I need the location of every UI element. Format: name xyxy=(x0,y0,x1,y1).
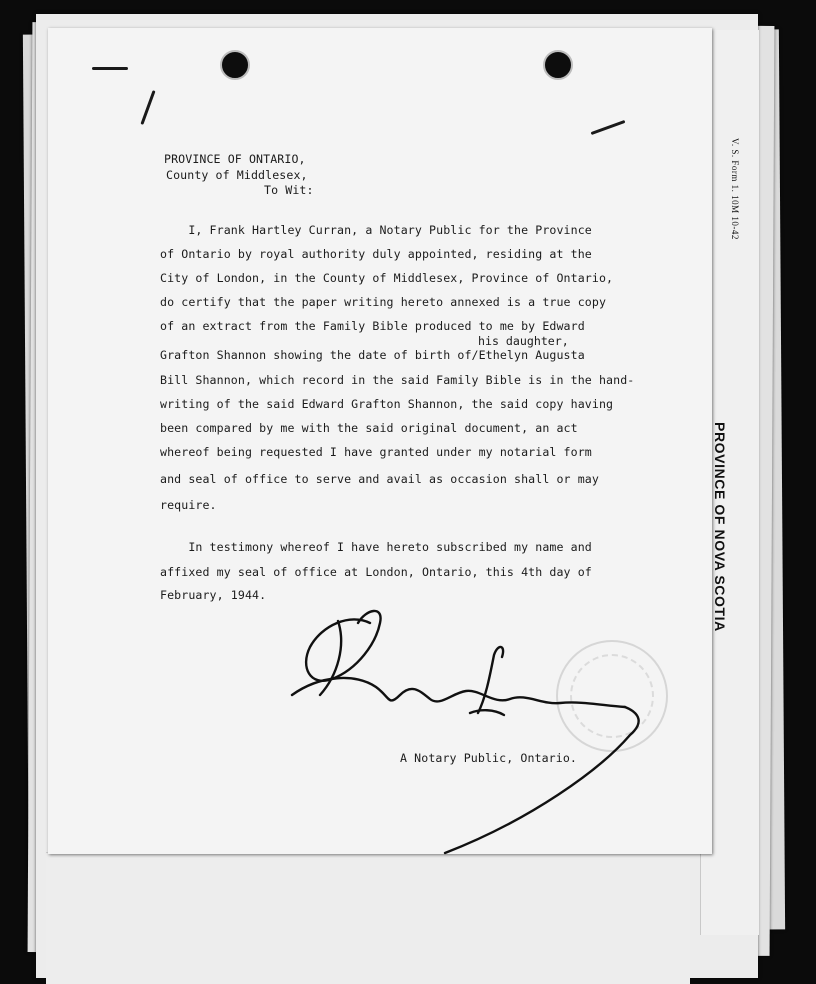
punch-hole xyxy=(543,50,573,80)
testimony-line: In testimony whereof I have hereto subscribed my name and xyxy=(160,540,592,554)
handwritten-insertion: his daughter, xyxy=(478,334,569,348)
body-line: I, Frank Hartley Curran, a Notary Public for the Province xyxy=(160,223,592,237)
pen-mark xyxy=(92,67,128,70)
lower-page-strip xyxy=(46,852,690,984)
notary-title: A Notary Public, Ontario. xyxy=(400,751,578,765)
heading-line-to-wit: To Wit: xyxy=(264,183,314,197)
province-heading: PROVINCE OF NOVA SCOTIA xyxy=(712,422,728,632)
form-number: V. S. Form 1. 10M 10-42 xyxy=(730,138,740,240)
body-line: of an extract from the Family Bible produced to me by Edward xyxy=(160,319,585,333)
body-line: Bill Shannon, which record in the said Family Bible is in the hand- xyxy=(160,373,635,387)
body-line: Grafton Shannon showing the date of birth of/Ethelyn Augusta xyxy=(160,348,585,362)
testimony-line: affixed my seal of office at London, Ontario, this 4th day of xyxy=(160,565,592,579)
notary-signature xyxy=(280,595,660,860)
body-line: writing of the said Edward Grafton Shannon, the said copy having xyxy=(160,397,614,411)
body-line: whereof being requested I have granted under my notarial form xyxy=(160,445,592,459)
body-line: do certify that the paper writing hereto annexed is a true copy xyxy=(160,295,607,309)
heading-line-province: PROVINCE OF ONTARIO, xyxy=(164,152,306,166)
body-line: and seal of office to serve and avail as occasion shall or may xyxy=(160,472,599,486)
testimony-line: February, 1944. xyxy=(160,588,267,602)
body-line: been compared by me with the said original document, an act xyxy=(160,421,578,435)
punch-hole xyxy=(220,50,250,80)
heading-line-county: County of Middlesex, xyxy=(166,168,308,182)
body-line: of Ontario by royal authority duly appointed, residing at the xyxy=(160,247,592,261)
body-line: City of London, in the County of Middlesex, Province of Ontario, xyxy=(160,271,614,285)
body-line: require. xyxy=(160,498,217,512)
